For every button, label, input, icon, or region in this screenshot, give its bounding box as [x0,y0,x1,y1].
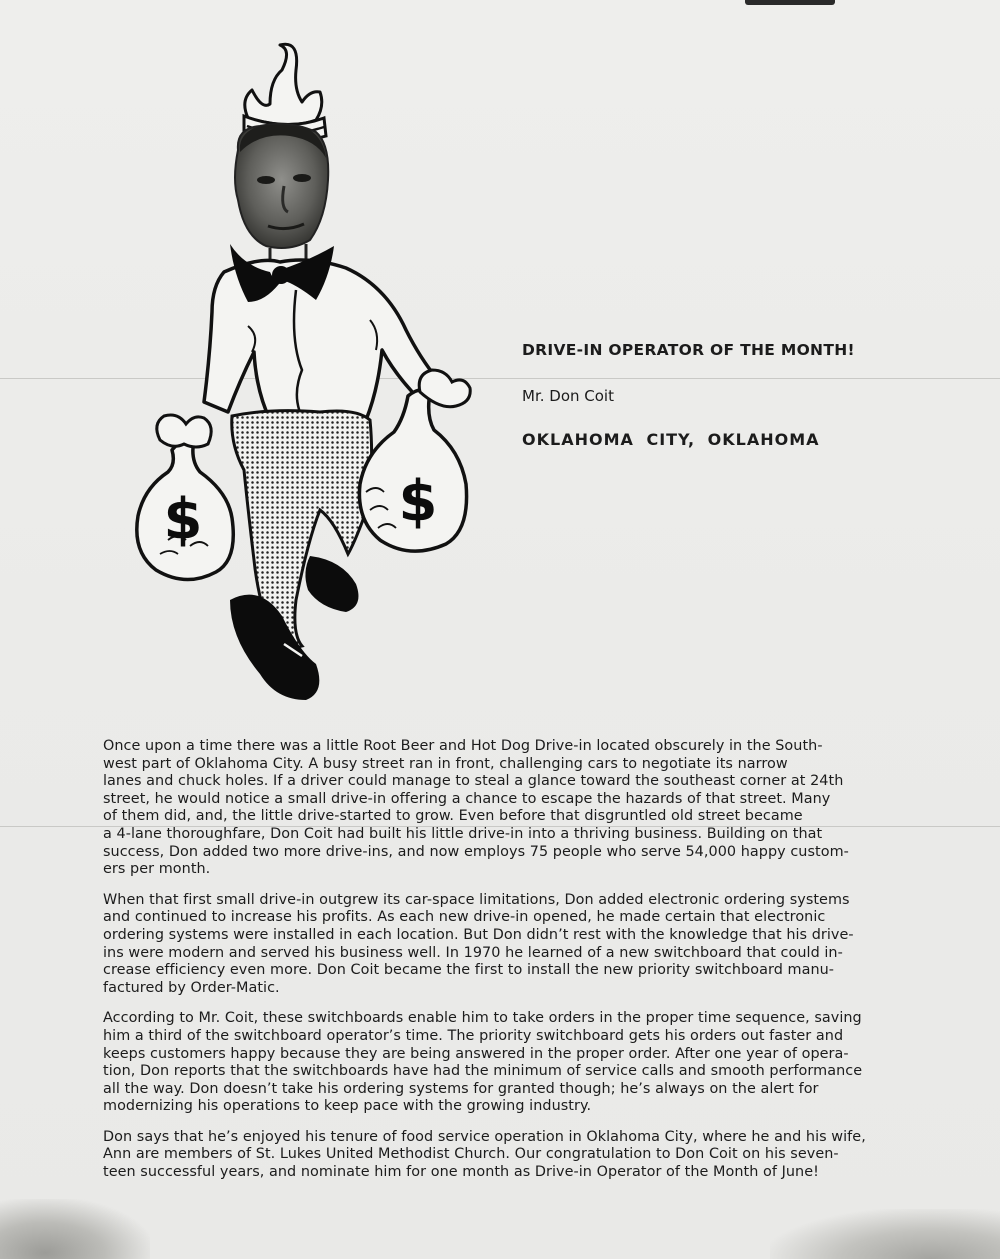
paragraph-congratulations: Don says that he’s enjoyed his tenure of food service operation in Oklahoma City, where he and his wife, Ann are members of St. Lukes United Methodist Church. Our congratulation to Don Coit on his seven- teen successful years, and nominate him for one month as Drive-in Operator of the Month of June! [103,1128,866,1181]
paragraph-ordering-systems: When that first small drive-in outgrew its car-space limitations, Don added electronic ordering systems and continued to increase his profits. As each new drive-in opened, he made certain that electronic ordering systems were installed in each location. But Don didn’t rest with the knowledge that his drive- ins were modern and served his business well. In 1970 he learned of a new switchboard that could in- crease efficiency even more. Don Coit became the first to install the new priority switchboard manu- factured by Order-Matic. [103,891,854,996]
article-headline: DRIVE-IN OPERATOR OF THE MONTH! [522,341,855,359]
drive-in-operator-illustration [120,40,490,710]
top-edge-mark [745,0,835,5]
operator-name: Mr. Don Coit [522,387,614,405]
operator-location: OKLAHOMA CITY, OKLAHOMA [522,430,820,449]
heading-block [522,340,982,450]
paragraph-history: Once upon a time there was a little Root Beer and Hot Dog Drive-in located obscurely in the South- west part of Oklahoma City. A busy street ran in front, challenging cars to negotiate its narrow lanes and chuck holes. If a driver could manage to steal a glance toward the southeast corner at 24th street, he would notice a small drive-in offering a chance to escape the hazards of that street. Many of them did, and, the little drive-started to grow. Even before that disgruntled old street became a 4-lane thoroughfare, Don Coit had built his little drive-in into a thriving business. Building on that success, Don added two more drive-ins, and now employs 75 people who serve 54,000 happy custom- ers per month. [103,738,849,878]
operator-face [235,124,328,262]
paper-smudge-right [770,1209,1000,1259]
paragraph-switchboards: According to Mr. Coit, these switchboards enable him to take orders in the proper time sequence, saving him a third of the switchboard operator’s time. The priority switchboard gets his orders out faster and keeps customers happy because they are being answered in the proper order. After one year of opera- tion, Don reports that the switchboards have had the minimum of service calls and smooth performance all the way. Don doesn’t take his ordering systems for granted though; he’s always on the alert for modernizing his operations to keep pace with the growing industry. [103,1010,863,1115]
dollar-sign-icon-right: $ [398,469,438,534]
paper-smudge-left [0,1199,150,1259]
dollar-sign-icon: $ [163,487,203,552]
article-body [103,738,903,1195]
